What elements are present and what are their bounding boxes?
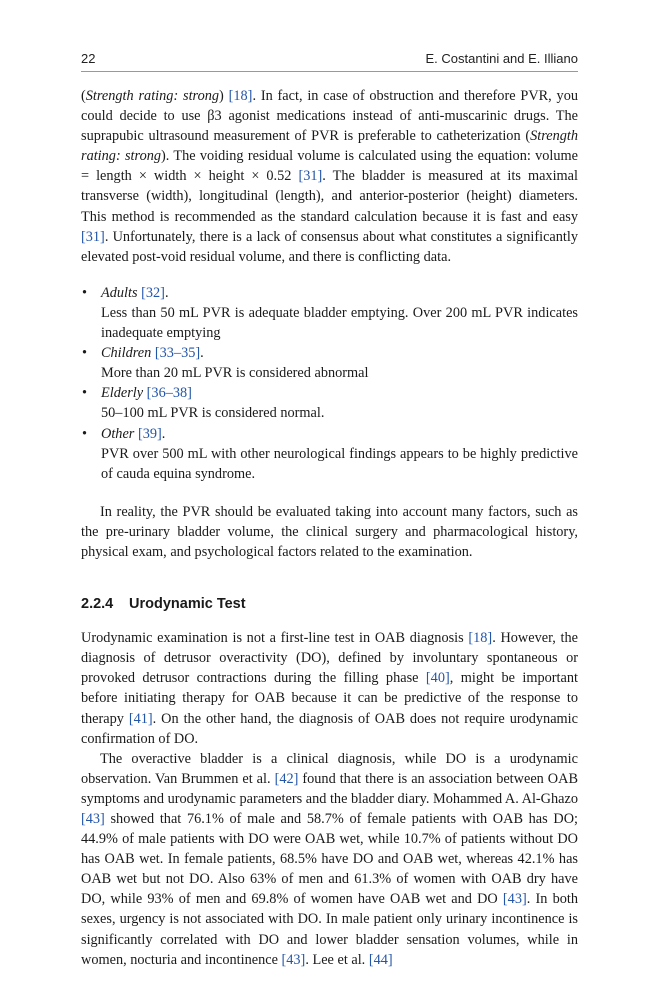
citation-link[interactable]: [43]: [81, 811, 105, 827]
citation-link[interactable]: [43]: [502, 891, 527, 908]
text-run: . Lee et al.: [305, 951, 369, 968]
citation-link[interactable]: [31]: [298, 168, 323, 185]
list-item-elderly: [81, 383, 578, 423]
section-title: Urodynamic Test: [129, 596, 246, 613]
citation-link[interactable]: [42]: [274, 770, 299, 787]
citation-link[interactable]: [18]: [468, 630, 493, 647]
bullet-icon: •: [82, 385, 88, 402]
bullet-icon: •: [82, 284, 88, 301]
list-item-children: • Children [33–35]. More than 20 mL PVR is considered abnormal: [81, 343, 578, 383]
paragraph-pvr-measurement: (Strength rating: strong) [18]. In fact, in case of obstruction and therefore PVR, you could decide to use β3 agonist medications instead of anti-muscarinic drugs. The suprapubic ultrasound measurement of PVR is preferable to catheterization (Strength rating: strong). The voiding residual volume is calculated using the equation: volume = length × width × height × 0.52 [31]. The bladder is measured at its maximal transverse (width), longitudinal (length), and anterior-posterior (height) diameters. This method is recommended as the standard calculation because it is fast and easy [31]. Unfortunately, there is a lack of consensus about what constitutes a significantly elevated post-void residual volume, and there is conflicting data.: [81, 88, 579, 265]
paragraph-urodynamic-intro: [81, 628, 578, 749]
citation-link[interactable]: [43]: [281, 951, 306, 968]
strength-rating: Strength rating: strong: [81, 128, 578, 165]
citation-link[interactable]: [40]: [425, 670, 450, 687]
bullet-icon: •: [82, 425, 88, 442]
citation-link[interactable]: [41]: [128, 710, 153, 727]
population-label: Children: [101, 345, 152, 362]
paragraph-oab-do-association: [81, 749, 578, 970]
population-label: Other: [101, 425, 135, 442]
list-item-other: • Other [39]. PVR over 500 mL with other neurological findings appears to be highly predictive of cauda equina syndrome.: [81, 424, 578, 484]
text-run: . On the other hand, the diagnosis of OAB does not require urodynamic confirmation of DO.: [81, 710, 578, 747]
header-rule: [81, 71, 578, 72]
running-header: [81, 45, 578, 71]
citation-link[interactable]: [18]: [228, 88, 253, 104]
text-run: , might be important before initiating therapy for OAB because it can be predictive of the response to therapy: [81, 670, 578, 727]
list-item-adults: • Adults [32]. Less than 50 mL PVR is adequate bladder emptying. Over 200 mL PVR indicates inadequate emptying: [81, 283, 578, 343]
population-label: Elderly: [101, 385, 144, 402]
list-item-description: PVR over 500 mL with other neurological findings appears to be highly predictive of cauda equina syndrome.: [101, 445, 578, 482]
list-item-description: More than 20 mL PVR is considered abnormal: [101, 365, 369, 382]
text-run: . However, the diagnosis of detrusor overactivity (DO), defined by involuntary spontaneous or provoked detrusor contractions during the filling phase: [81, 630, 578, 687]
pvr-thresholds-list: [81, 283, 578, 484]
text-run: The overactive bladder is a clinical diagnosis, while DO is a urodynamic observation. Van Brummen et al.: [81, 750, 578, 787]
text-run: found that there is an association between OAB symptoms and urodynamic parameters and the bladder diary. Mohammed A. Al-Ghazo: [81, 770, 578, 807]
citation-link[interactable]: [44]: [368, 951, 393, 968]
running-head-authors: E. Costantini and E. Illiano: [425, 51, 578, 66]
section-number: 2.2.4: [81, 596, 114, 613]
text-run: ): [219, 88, 229, 104]
text-run: . The bladder is measured at its maximal transverse (width), longitudinal (length), and anterior-posterior (height) diameters. This method is recommended as the standard calculation because it is fast and easy: [81, 168, 578, 225]
citation-link[interactable]: [39]: [137, 425, 162, 442]
citation-link[interactable]: [36–38]: [146, 385, 192, 402]
section-heading: [81, 594, 578, 614]
list-item-description: 50–100 mL PVR is considered normal.: [101, 405, 325, 422]
strength-rating: Strength rating: strong: [85, 88, 220, 104]
text-run: ). The voiding residual volume is calculated using the equation: volume = length × width × height × 0.52: [81, 148, 578, 185]
text-run: . In fact, in case of obstruction and therefore PVR, you could decide to use β3 agonist medications instead of anti-muscarinic drugs. The suprapubic ultrasound measurement of PVR is preferable to catheterization (: [81, 88, 579, 145]
text-run: . In both sexes, urgency is not associated with DO. In male patient only urinary incontinence is significantly correlated with DO and lower bladder sensation volumes, while in women, nocturia and incontinence: [81, 891, 578, 968]
page-body: [81, 86, 578, 970]
page-number: 22: [81, 51, 96, 66]
bullet-icon: •: [82, 345, 88, 362]
citation-link[interactable]: [32]: [141, 284, 165, 301]
citation-link[interactable]: [31]: [81, 228, 105, 245]
paragraph-pvr-factors: In reality, the PVR should be evaluated taking into account many factors, such as the pre-urinary bladder volume, the clinical surgery and pharmacological history, physical exam, and psychological factors related to the examination.: [81, 503, 578, 560]
citation-link[interactable]: [33–35]: [154, 345, 201, 362]
text-run: . Unfortunately, there is a lack of consensus about what constitutes a significantly elevated post-void residual volume, and there is conflicting data.: [81, 228, 578, 265]
list-item-description: Less than 50 mL PVR is adequate bladder emptying. Over 200 mL PVR indicates inadequate emptying: [101, 304, 578, 342]
population-label: Adults: [101, 284, 138, 301]
text-run: showed that 76.1% of male and 58.7% of female patients with OAB has DO; 44.9% of male patients with DO were OAB wet, while 10.7% of patients without DO has OAB wet. In female patients, 68.5% have DO and OAB wet, whereas 42.1% has OAB wet but not DO. Also 63% of men and 61.3% of women with OAB dry have DO, while 93% of men and 69.8% of women have OAB wet and DO: [81, 811, 578, 908]
text-run: Urodynamic examination is not a first-line test in OAB diagnosis: [81, 630, 469, 647]
